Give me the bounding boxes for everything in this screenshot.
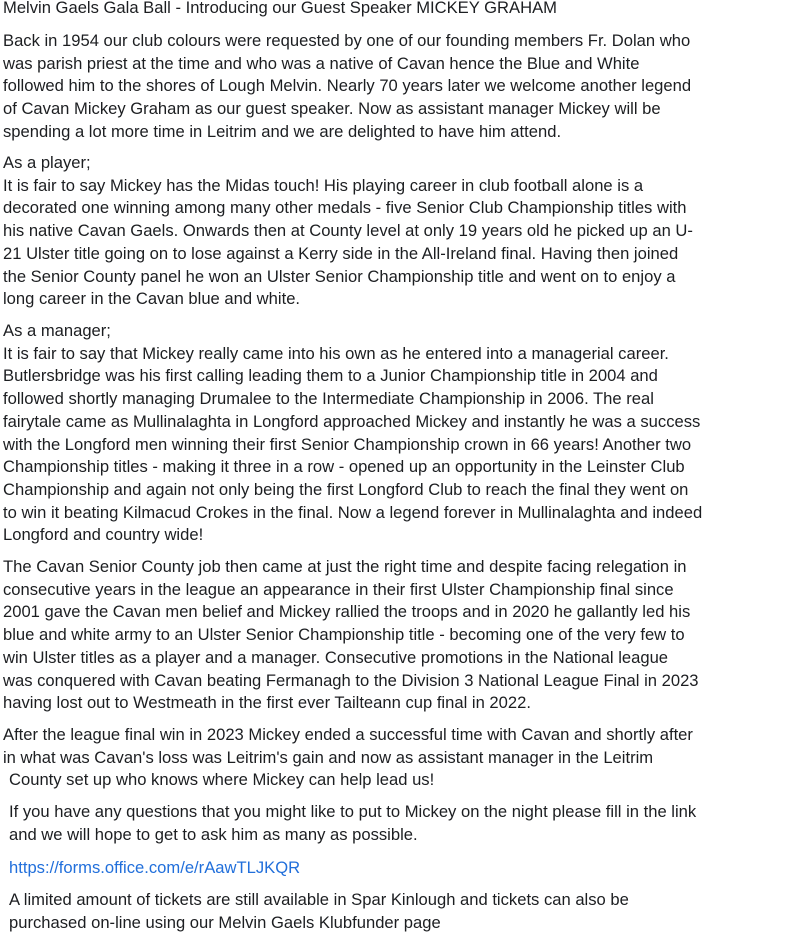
post-title-text: Melvin Gaels Gala Ball - Introducing our Guest Speaker MICKEY GRAHAM [3, 0, 557, 17]
manager-line: followed shortly managing Drumalee to the Intermediate Championship in 2006. The real [3, 389, 654, 409]
leitrim-paragraph [3, 724, 785, 792]
questions-paragraph [3, 801, 785, 846]
manager-line: with the Longford men winning their first Senior Championship crown in 66 years! Another two [3, 434, 692, 454]
player-line: decorated one winning among many other medals - five Senior Club Championship titles with [3, 198, 687, 218]
post-title [3, 0, 785, 20]
intro-line: Back in 1954 our club colours were requested by one of our founding members Fr. Dolan who [3, 31, 691, 50]
tickets-line: A limited amount of tickets are still available in Spar Kinlough and tickets can also be [9, 890, 629, 909]
player-heading: As a player; [3, 153, 91, 172]
manager-line: to win it beating Kilmacud Crokes in the final. Now a legend forever in Mullinalaghta and indeed [3, 502, 703, 522]
manager-line: It is fair to say that Mickey really came into his own as he entered into a managerial career. [3, 343, 669, 363]
questions-line: and we will hope to get to ask him as many as possible. [9, 824, 418, 844]
player-paragraph [3, 152, 785, 311]
manager-heading: As a manager; [3, 321, 111, 340]
player-line: 21 Ulster title going on to lose against a Kerry side in the All-Ireland final. Having then joined [3, 243, 679, 263]
questions-line: If you have any questions that you might like to put to Mickey on the night please fill in the link [9, 802, 697, 821]
leitrim-line: County set up who knows where Mickey can help lead us! [9, 770, 435, 790]
tickets-paragraph [3, 889, 785, 934]
manager-line: Longford and country wide! [3, 525, 204, 545]
player-line: the Senior County panel he won an Ulster Senior Championship title and went on to enjoy a [3, 266, 676, 286]
intro-line: of Cavan Mickey Graham as our guest speaker. Now as assistant manager Mickey will be [3, 99, 661, 119]
county-line: consecutive years in the league an appearance in their first Ulster Championship final since [3, 579, 674, 599]
player-line: It is fair to say Mickey has the Midas touch! His playing career in club football alone is a [3, 175, 644, 195]
county-line: having lost out to Westmeath in the first ever Tailteann cup final in 2022. [3, 693, 531, 713]
manager-paragraph [3, 320, 785, 547]
county-line: 2001 gave the Cavan men belief and Mickey rallied the troops and in 2020 he gallantly led his [3, 602, 691, 622]
player-line: his native Cavan Gaels. Onwards then at County level at only 19 years old he picked up an U- [3, 221, 693, 241]
manager-line: Butlersbridge was his first calling leading them to a Junior Championship title in 2004 and [3, 366, 658, 386]
manager-line: fairytale came as Mullinalaghta in Longford approached Mickey and instantly he was a success [3, 411, 701, 431]
county-paragraph [3, 556, 785, 715]
leitrim-line: After the league final win in 2023 Mickey ended a successful time with Cavan and shortly after [3, 725, 693, 744]
county-line: win Ulster titles as a player and a manager. Consecutive promotions in the National league [3, 647, 669, 667]
county-line: was conquered with Cavan beating Fermanagh to the Division 3 National League Final in 2023 [3, 670, 699, 690]
county-line: The Cavan Senior County job then came at just the right time and despite facing relegation in [3, 557, 687, 576]
intro-line: followed him to the shores of Lough Melvin. Nearly 70 years later we welcome another legend [3, 76, 692, 96]
player-line: long career in the Cavan blue and white. [3, 289, 301, 309]
intro-line: was parish priest at the time and who was a native of Cavan hence the Blue and White [3, 53, 640, 73]
tickets-line: purchased on-line using our Melvin Gaels Klubfunder page [9, 912, 441, 932]
manager-line: Championship and again not only being the first Longford Club to reach the final they went on [3, 479, 689, 499]
form-link-paragraph [3, 857, 785, 880]
leitrim-line: in what was Cavan's loss was Leitrim's gain and now as assistant manager in the Leitrim [3, 747, 654, 767]
manager-line: Championship titles - making it three in a row - opened up an opportunity in the Leinster Club [3, 457, 685, 477]
intro-line: spending a lot more time in Leitrim and we are delighted to have him attend. [3, 121, 562, 141]
questions-form-link[interactable]: https://forms.office.com/e/rAawTLJKQR [9, 858, 301, 877]
intro-paragraph [3, 30, 785, 144]
county-line: blue and white army to an Ulster Senior Championship title - becoming one of the very few to [3, 625, 685, 645]
